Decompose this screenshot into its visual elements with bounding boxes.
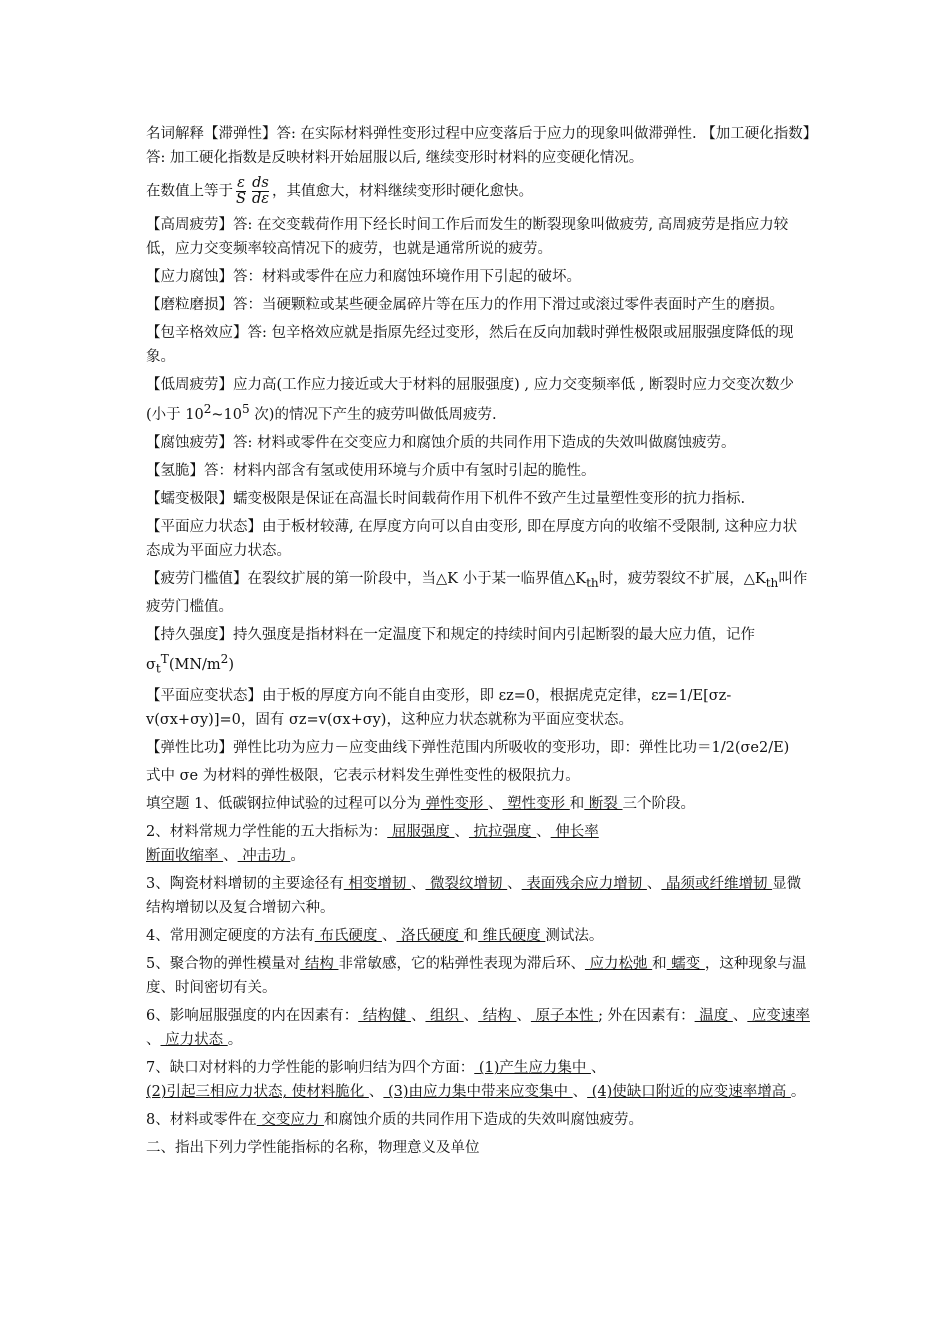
fill-question-1: 填空题 1、低碳钢拉伸试验的过程可以分为 弹性变形 、 塑性变形 和 断裂 三个阶段。 bbox=[146, 796, 695, 813]
term-elastic-work: 【弹性比功】弹性比功为应力－应变曲线下弹性范围内所吸收的变形功，即：弹性比功＝1/2(σe2/E) bbox=[146, 740, 790, 757]
term-hardening-formula: 在数值上等于 $\frac{\varepsilon}{S}$ $\frac{ds}{d\varepsilon}$ ，其值愈大，材料继续变形时硬化愈快。 bbox=[146, 175, 534, 207]
term-fatigue-threshold: 【疲劳门槛值】在裂纹扩展的第一阶段中，当△K 小于某一临界值$\triangle K_{th}$时，疲劳裂纹不扩展，$\triangle K_{th}$叫作疲劳门槛值。 bbox=[146, 570, 808, 615]
term-low-cycle-fatigue: 【低周疲劳】应力高(工作应力接近或大于材料的屈服强度) , 应力交变频率低 , 断裂时应力交变次数少(小于 $10^2\sim 10^5$ 次)的情况下产生的疲劳叫做低周疲劳. bbox=[146, 377, 794, 423]
term-corrosion-fatigue: 【腐蚀疲劳】答: 材料或零件在交变应力和腐蚀介质的共同作用下造成的失效叫做腐蚀疲劳。 bbox=[146, 434, 736, 451]
fraction-epsilon-s: $\frac{\varepsilon}{S}$ bbox=[236, 175, 246, 207]
term-anelasticity: 名词解释【滞弹性】答: 在实际材料弹性变形过程中应变落后于应力的现象叫做滞弹性. 【加工硬化指数】答: 加工硬化指数是反映材料开始屈服以后, 继续变形时材料的应变硬化情况。 bbox=[146, 126, 810, 166]
document-page bbox=[146, 122, 810, 1164]
term-bauschinger: 【包辛格效应】答: 包辛格效应就是指原先经过变形，然后在反向加载时弹性极限或屈服强度降低的现象。 bbox=[146, 325, 794, 365]
fill-question-4: 4、常用测定硬度的方法有 布氏硬度 、 洛氏硬度 和 维氏硬度 测试法。 bbox=[146, 928, 604, 945]
term-high-cycle-fatigue: 【高周疲劳】答: 在交变载荷作用下经长时间工作后而发生的断裂现象叫做疲劳, 高周疲劳是指应力较低，应力交变频率较高情况下的疲劳，也就是通常所说的疲劳。 bbox=[146, 217, 789, 257]
fill-question-8: 8、材料或零件在 交变应力 和腐蚀介质的共同作用下造成的失效叫腐蚀疲劳。 bbox=[146, 1112, 643, 1129]
fill-question-6: 6、影响屈服强度的内在因素有： 结构健 、 组织 、 结构 、 原子本性 ; 外在因素有： 温度 、 应变速率 、 应力状态 。 bbox=[146, 1008, 810, 1049]
term-plane-strain: 【平面应变状态】由于板的厚度方向不能自由变形，即 εz=0，根据虎克定律，εz=1/E[σz-v(σx+σy)]=0，固有 σz=v(σx+σy)，这种应力状态就称为平面应变状态。 bbox=[146, 688, 732, 729]
fill-question-2: 2、材料常规力学性能的五大指标为： 屈服强度 、 抗拉强度 、 伸长率 断面收缩率 、 冲击功 。 bbox=[146, 824, 599, 865]
fill-question-3: 3、陶瓷材料增韧的主要途径有 相变增韧 、 微裂纹增韧 、 表面残余应力增韧 、 晶须或纤维增韧 显微结构增韧以及复合增韧六种。 bbox=[146, 876, 802, 917]
term-creep-limit: 【蠕变极限】蠕变极限是保证在高温长时间载荷作用下机件不致产生过量塑性变形的抗力指标. bbox=[146, 490, 746, 507]
term-elastic-work-note: 式中 σe 为材料的弹性极限，它表示材料发生弹性变性的极限抗力。 bbox=[146, 768, 580, 785]
section-2-heading: 二、指出下列力学性能指标的名称，物理意义及单位 bbox=[146, 1140, 480, 1157]
term-endurance-strength: 【持久强度】持久强度是指材料在一定温度下和规定的持续时间内引起断裂的最大应力值，记作 $\sigma_t^T(MN/m^2)$ bbox=[146, 626, 755, 676]
fill-question-7: 7、缺口对材料的力学性能的影响归结为四个方面： (1)产生应力集中 、 (2)引起三相应力状态, 使材料脆化 、 (3)由应力集中带来应变集中 、 (4)使缺口附近的应变速率增高 。 bbox=[146, 1060, 806, 1101]
term-abrasive-wear: 【磨粒磨损】答：当硬颗粒或某些硬金属碎片等在压力的作用下滑过或滚过零件表面时产生的磨损。 bbox=[146, 297, 784, 313]
term-stress-corrosion: 【应力腐蚀】答：材料或零件在应力和腐蚀环境作用下引起的破坏。 bbox=[146, 269, 581, 285]
term-plane-stress: 【平面应力状态】由于板材较薄, 在厚度方向可以自由变形, 即在厚度方向的收缩不受限制, 这种应力状态成为平面应力状态。 bbox=[146, 518, 798, 559]
fraction-ds-depsilon: $\frac{ds}{d\varepsilon}$ bbox=[251, 175, 270, 207]
term-hydrogen-embrittlement: 【氢脆】答：材料内部含有氢或使用环境与介质中有氢时引起的脆性。 bbox=[146, 462, 596, 479]
fill-question-5: 5、聚合物的弹性模量对 结构 非常敏感，它的粘弹性表现为滞后环、 应力松弛 和 蠕变 ，这种现象与温度、时间密切有关。 bbox=[146, 956, 807, 997]
